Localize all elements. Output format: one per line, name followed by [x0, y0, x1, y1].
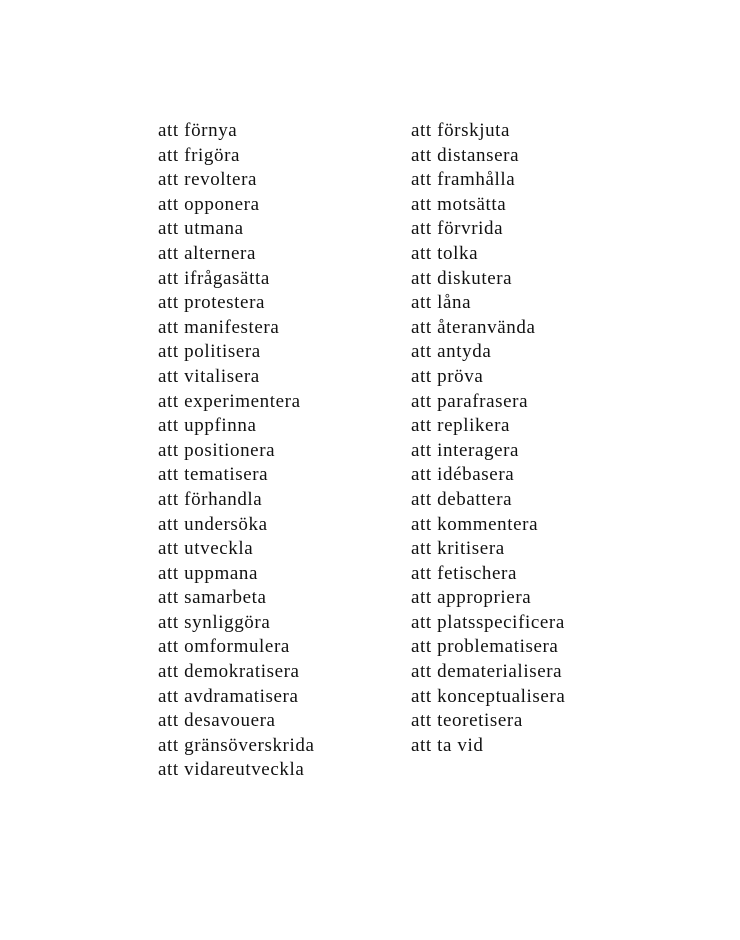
verb-item: att utmana — [158, 218, 244, 240]
verb-item: att samarbeta — [158, 587, 267, 609]
verb-item: att distansera — [411, 144, 520, 166]
verb-item: att frigöra — [158, 144, 241, 166]
verb-item: att revoltera — [158, 169, 258, 191]
verb-item: att avdramatisera — [158, 685, 299, 707]
verb-item: att förhandla — [158, 488, 263, 510]
verb-item: att interagera — [411, 439, 520, 461]
verb-item: att antyda — [411, 341, 492, 363]
verb-item: att kritisera — [411, 538, 505, 560]
verb-item: att diskutera — [411, 267, 513, 289]
verb-item: att debattera — [411, 488, 513, 510]
verb-item: att ta vid — [411, 734, 484, 756]
verb-item: att teoretisera — [411, 710, 523, 732]
verb-item: att kommentera — [411, 513, 539, 535]
verb-list-right — [411, 119, 565, 758]
verb-item: att förnya — [158, 120, 238, 141]
verb-item: att replikera — [411, 415, 511, 437]
verb-item: att fetischera — [411, 562, 517, 584]
verb-item: att problematisera — [411, 636, 559, 658]
verb-item: att desavouera — [158, 710, 276, 732]
verb-item: att uppmana — [158, 562, 258, 584]
verb-item: att dematerialisera — [411, 661, 563, 683]
verb-item: att omformulera — [158, 636, 290, 658]
verb-item: att låna — [411, 292, 472, 314]
verb-list-left — [158, 119, 315, 783]
verb-item: att opponera — [158, 193, 260, 215]
verb-item: att förskjuta — [411, 120, 511, 141]
verb-item: att idébasera — [411, 464, 515, 486]
verb-item: att vitalisera — [158, 365, 260, 387]
verb-item: att undersöka — [158, 513, 268, 535]
verb-item: att pröva — [411, 365, 484, 387]
verb-item: att motsätta — [411, 193, 507, 215]
verb-item: att framhålla — [411, 169, 516, 191]
verb-item: att uppfinna — [158, 415, 257, 437]
verb-item: att tematisera — [158, 464, 269, 486]
verb-item: att gränsöverskrida — [158, 734, 315, 756]
verb-item: att synliggöra — [158, 611, 271, 633]
verb-item: att manifestera — [158, 316, 280, 338]
verb-item: att utveckla — [158, 538, 254, 560]
verb-item: att parafrasera — [411, 390, 529, 412]
verb-item: att experimentera — [158, 390, 301, 412]
verb-item: att protestera — [158, 292, 266, 314]
verb-item: att appropriera — [411, 587, 532, 609]
verb-item: att vidareutveckla — [158, 759, 305, 781]
verb-item: att demokratisera — [158, 661, 300, 683]
verb-item: att återanvända — [411, 316, 536, 338]
verb-item: att platsspecificera — [411, 611, 565, 633]
verb-item: att alternera — [158, 242, 256, 264]
verb-item: att konceptualisera — [411, 685, 566, 707]
verb-item: att politisera — [158, 341, 261, 363]
verb-item: att ifrågasätta — [158, 267, 270, 289]
verb-item: att förvrida — [411, 218, 504, 240]
verb-item: att tolka — [411, 242, 479, 264]
verb-item: att positionera — [158, 439, 276, 461]
